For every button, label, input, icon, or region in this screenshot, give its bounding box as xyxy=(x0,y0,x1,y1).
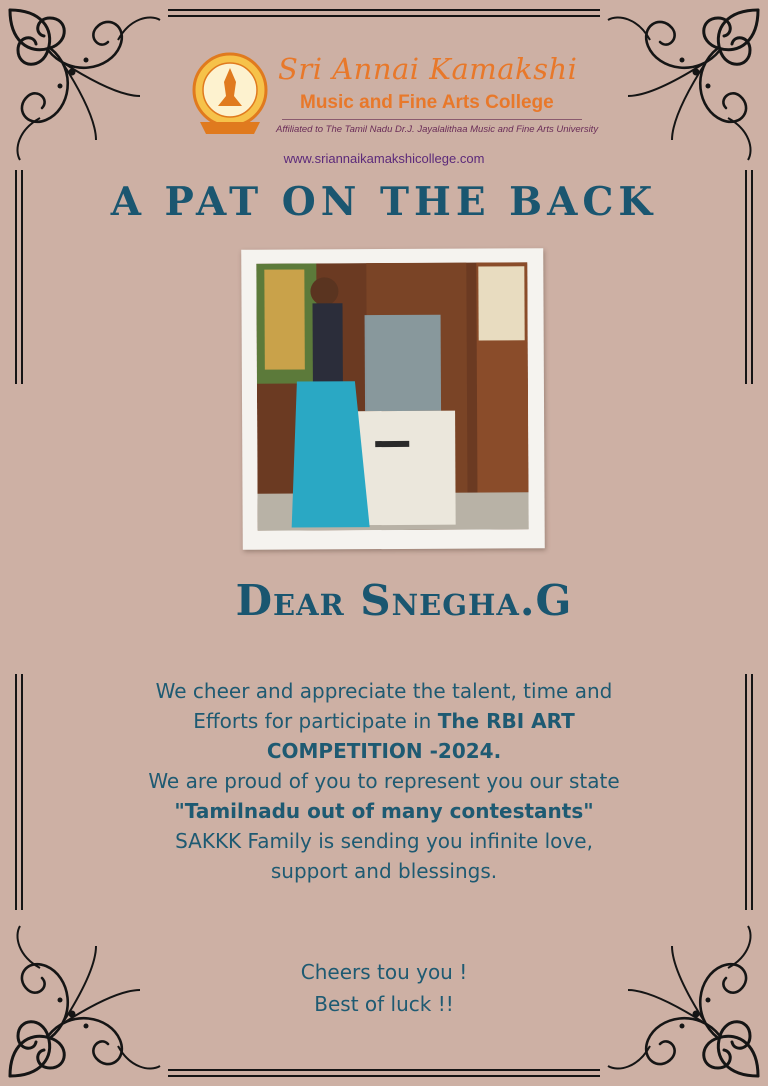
message-line: COMPETITION -2024. xyxy=(266,739,502,763)
closing-message xyxy=(0,956,768,1020)
college-name: Sri Annai Kamakshi xyxy=(278,52,578,86)
page-title: A PAT ON THE BACK xyxy=(110,179,658,225)
closing-line: Best of luck !! xyxy=(314,992,454,1016)
photo-frame xyxy=(241,248,545,550)
college-subtitle: Music and Fine Arts College xyxy=(300,92,554,113)
appreciation-message xyxy=(80,676,688,886)
message-line: Efforts for participate in The RBI ART xyxy=(193,709,575,733)
recipient-name: Dear Snegha.G xyxy=(235,576,573,625)
message-line: We cheer and appreciate the talent, time and xyxy=(155,679,613,703)
message-line: support and blessings. xyxy=(270,859,498,883)
website-link[interactable]: www.sriannaikamakshicollege.com xyxy=(283,151,485,166)
student-photo xyxy=(256,262,528,530)
closing-line: Cheers tou you ! xyxy=(300,960,468,984)
affiliation-text: Affiliated to The Tamil Nadu Dr.J. Jayalalithaa Music and Fine Arts University xyxy=(276,124,599,135)
divider xyxy=(282,119,582,120)
message-line: "Tamilnadu out of many contestants" xyxy=(174,799,594,823)
college-seal-logo xyxy=(190,52,270,140)
message-line: SAKKK Family is sending you infinite love, xyxy=(175,829,593,853)
message-line: We are proud of you to represent you our state xyxy=(148,769,620,793)
